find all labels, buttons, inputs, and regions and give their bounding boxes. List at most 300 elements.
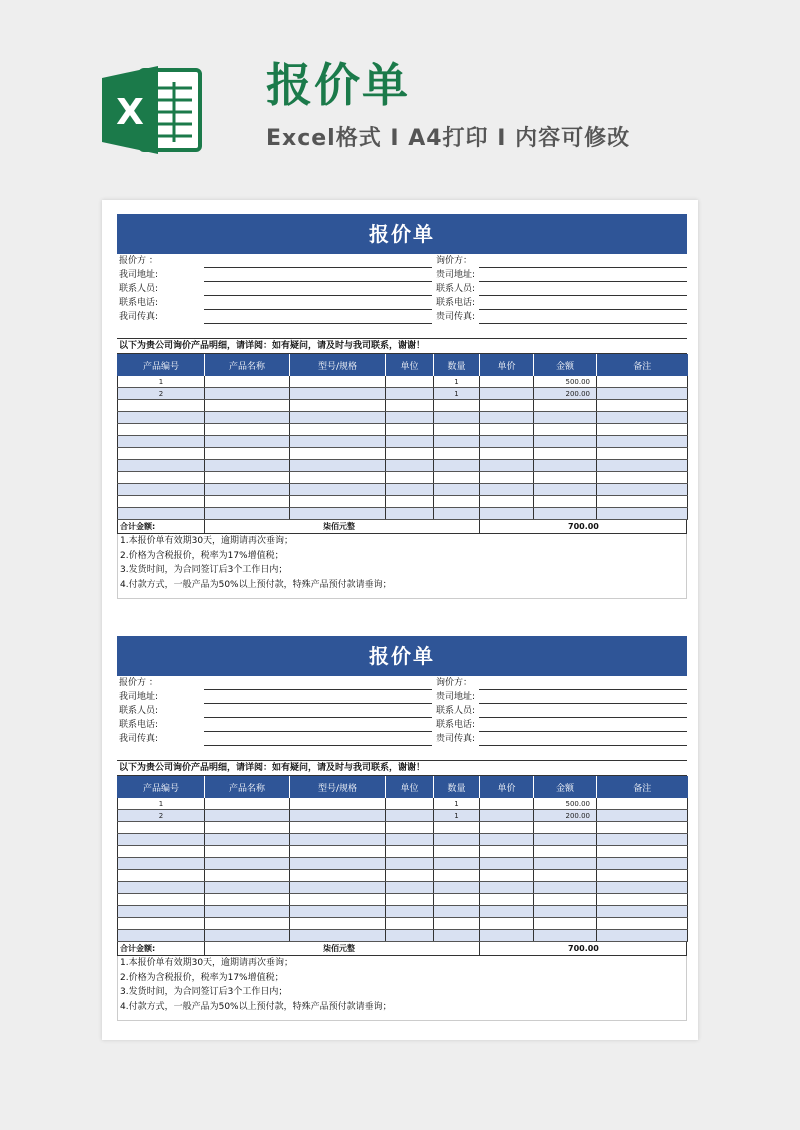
table-cell[interactable] <box>480 858 534 870</box>
table-cell[interactable] <box>434 894 480 906</box>
table-row <box>118 798 688 810</box>
table-cell[interactable] <box>290 822 386 834</box>
table-cell[interactable] <box>534 894 597 906</box>
table-cell[interactable] <box>290 858 386 870</box>
right-label: 贵司地址: <box>436 692 476 702</box>
table-cell[interactable] <box>205 822 290 834</box>
table-cell[interactable] <box>386 846 434 858</box>
table-cell[interactable] <box>290 810 386 822</box>
right-label: 联系电话: <box>436 720 476 730</box>
info-row <box>117 718 687 732</box>
table-cell[interactable] <box>118 496 205 508</box>
right-label: 联系电话: <box>436 298 476 308</box>
table-cell[interactable] <box>290 846 386 858</box>
table-row <box>118 858 688 870</box>
table-cell[interactable] <box>205 400 290 412</box>
page-header <box>0 0 800 195</box>
table-row <box>118 834 688 846</box>
table-cell[interactable] <box>386 894 434 906</box>
table-cell[interactable] <box>480 412 534 424</box>
table-row <box>118 472 688 484</box>
table-cell[interactable] <box>205 460 290 472</box>
table-cell[interactable] <box>434 858 480 870</box>
terms-block <box>117 956 687 1021</box>
column-header: 产品编号 <box>118 776 205 798</box>
table-row <box>118 882 688 894</box>
table-cell[interactable] <box>480 810 534 822</box>
table-cell[interactable] <box>434 930 480 942</box>
table-cell[interactable] <box>597 424 688 436</box>
column-header: 数量 <box>434 776 480 798</box>
left-label: 联系电话: <box>119 298 159 308</box>
table-cell[interactable] <box>434 424 480 436</box>
table-cell[interactable] <box>386 858 434 870</box>
table-cell[interactable] <box>386 822 434 834</box>
table-cell[interactable] <box>290 376 386 388</box>
table-cell[interactable] <box>205 930 290 942</box>
table-cell[interactable] <box>597 930 688 942</box>
table-cell[interactable] <box>290 496 386 508</box>
table-cell[interactable] <box>480 472 534 484</box>
left-label: 报价方 ： <box>119 256 158 266</box>
left-label: 联系电话: <box>119 720 159 730</box>
table-cell[interactable] <box>434 508 480 520</box>
table-cell[interactable] <box>480 834 534 846</box>
right-label: 贵司传真: <box>436 734 476 744</box>
table-cell[interactable] <box>290 472 386 484</box>
table-cell[interactable] <box>205 810 290 822</box>
table-cell[interactable] <box>480 400 534 412</box>
table-row <box>118 424 688 436</box>
table-cell[interactable] <box>534 484 597 496</box>
left-label: 联系人员: <box>119 284 159 294</box>
info-row <box>117 254 687 268</box>
table-cell[interactable] <box>434 472 480 484</box>
column-header: 产品名称 <box>205 776 290 798</box>
table-cell[interactable] <box>118 858 205 870</box>
right-label: 联系人员: <box>436 284 476 294</box>
table-cell[interactable] <box>205 508 290 520</box>
table-cell[interactable] <box>118 508 205 520</box>
table-cell[interactable] <box>480 822 534 834</box>
table-cell[interactable] <box>480 496 534 508</box>
table-cell[interactable] <box>534 918 597 930</box>
right-label: 询价方： <box>436 256 473 266</box>
table-cell[interactable] <box>118 870 205 882</box>
table-cell[interactable] <box>386 882 434 894</box>
table-cell[interactable]: 2 <box>118 388 205 400</box>
term-item: 1.本报价单有效期30天，逾期请再次垂询； <box>120 536 294 546</box>
column-header: 数量 <box>434 354 480 376</box>
sheet-title: 报价单 <box>117 214 687 254</box>
column-header: 产品编号 <box>118 354 205 376</box>
term-item: 3.发货时间，为合同签订后3个工作日内； <box>120 565 288 575</box>
right-label: 贵司地址: <box>436 270 476 280</box>
table-cell[interactable] <box>534 882 597 894</box>
left-label: 我司地址: <box>119 270 159 280</box>
info-row <box>117 676 687 690</box>
product-table <box>117 354 688 520</box>
table-cell[interactable] <box>534 906 597 918</box>
table-cell[interactable] <box>118 822 205 834</box>
table-cell[interactable] <box>205 484 290 496</box>
table-cell[interactable] <box>534 460 597 472</box>
table-cell[interactable]: 1 <box>118 376 205 388</box>
table-cell[interactable] <box>386 388 434 400</box>
table-cell[interactable] <box>480 882 534 894</box>
table-cell[interactable] <box>118 918 205 930</box>
term-item: 4.付款方式，一般产品为50%以上预付款，特殊产品预付款请垂询； <box>120 1001 392 1012</box>
table-cell[interactable] <box>118 448 205 460</box>
table-cell[interactable]: 200.00 <box>534 810 597 822</box>
left-label: 我司传真: <box>119 312 159 322</box>
table-cell[interactable] <box>290 400 386 412</box>
column-header: 型号/规格 <box>290 354 386 376</box>
document-paper <box>102 200 698 1040</box>
table-cell[interactable] <box>118 846 205 858</box>
table-cell[interactable] <box>290 448 386 460</box>
table-row <box>118 810 688 822</box>
page-subtitle: Excel格式 I A4打印 I 内容可修改 <box>266 126 631 151</box>
table-cell[interactable] <box>205 918 290 930</box>
table-cell[interactable] <box>534 930 597 942</box>
table-cell[interactable] <box>205 424 290 436</box>
table-cell[interactable] <box>205 798 290 810</box>
table-cell[interactable] <box>386 930 434 942</box>
table-cell[interactable] <box>480 448 534 460</box>
table-cell[interactable]: 1 <box>434 388 480 400</box>
table-cell[interactable] <box>118 400 205 412</box>
column-header: 单位 <box>386 776 434 798</box>
table-cell[interactable] <box>205 906 290 918</box>
table-cell[interactable] <box>534 870 597 882</box>
table-cell[interactable] <box>290 882 386 894</box>
table-cell[interactable] <box>534 424 597 436</box>
table-cell[interactable] <box>597 400 688 412</box>
table-cell[interactable] <box>434 846 480 858</box>
table-cell[interactable] <box>290 508 386 520</box>
table-cell[interactable] <box>205 882 290 894</box>
info-row <box>117 282 687 296</box>
table-cell[interactable] <box>205 894 290 906</box>
table-cell[interactable] <box>434 822 480 834</box>
table-cell[interactable]: 500.00 <box>534 376 597 388</box>
info-row <box>117 310 687 324</box>
table-cell[interactable] <box>480 870 534 882</box>
table-cell[interactable] <box>534 448 597 460</box>
table-cell[interactable] <box>597 448 688 460</box>
table-row <box>118 930 688 942</box>
table-cell[interactable] <box>386 834 434 846</box>
table-cell[interactable] <box>205 376 290 388</box>
table-row <box>118 388 688 400</box>
table-cell[interactable] <box>534 496 597 508</box>
table-cell[interactable] <box>597 834 688 846</box>
table-cell[interactable] <box>434 918 480 930</box>
table-cell[interactable] <box>597 906 688 918</box>
left-label: 我司地址: <box>119 692 159 702</box>
info-row <box>117 704 687 718</box>
table-header <box>118 776 688 798</box>
input-line[interactable] <box>204 323 432 324</box>
table-cell[interactable] <box>434 400 480 412</box>
table-cell[interactable] <box>290 918 386 930</box>
table-cell[interactable] <box>534 846 597 858</box>
table-cell[interactable] <box>386 810 434 822</box>
table-cell[interactable] <box>118 436 205 448</box>
left-label: 我司传真: <box>119 734 159 744</box>
table-cell[interactable] <box>534 508 597 520</box>
table-row <box>118 436 688 448</box>
table-cell[interactable] <box>434 496 480 508</box>
table-cell[interactable] <box>480 798 534 810</box>
product-table <box>117 776 688 942</box>
excel-icon <box>102 64 202 156</box>
table-cell[interactable] <box>205 436 290 448</box>
table-cell[interactable] <box>434 448 480 460</box>
total-words: 柒佰元整 <box>323 522 355 531</box>
table-cell[interactable] <box>597 388 688 400</box>
column-header: 金额 <box>534 776 597 798</box>
table-cell[interactable] <box>386 906 434 918</box>
table-cell[interactable] <box>118 484 205 496</box>
table-cell[interactable] <box>118 930 205 942</box>
table-cell[interactable] <box>386 448 434 460</box>
right-label: 联系人员: <box>436 706 476 716</box>
detail-note: 以下为贵公司询价产品明细，请详阅：如有疑问，请及时与我司联系，谢谢！ <box>117 760 687 776</box>
table-cell[interactable] <box>434 870 480 882</box>
column-header: 备注 <box>597 354 688 376</box>
table-row <box>118 906 688 918</box>
table-cell[interactable] <box>434 882 480 894</box>
table-cell[interactable] <box>290 424 386 436</box>
term-item: 2.价格为含税报价，税率为17%增值税； <box>120 550 284 561</box>
table-cell[interactable] <box>434 906 480 918</box>
table-cell[interactable] <box>386 484 434 496</box>
table-cell[interactable] <box>386 798 434 810</box>
table-cell[interactable] <box>597 822 688 834</box>
left-label: 报价方 ： <box>119 678 158 688</box>
table-cell[interactable] <box>205 846 290 858</box>
table-cell[interactable] <box>597 798 688 810</box>
table-cell[interactable] <box>480 376 534 388</box>
table-cell[interactable] <box>205 834 290 846</box>
table-cell[interactable] <box>386 376 434 388</box>
table-cell[interactable] <box>386 424 434 436</box>
column-header: 单价 <box>480 776 534 798</box>
table-cell[interactable] <box>290 798 386 810</box>
info-row <box>117 296 687 310</box>
term-item: 4.付款方式，一般产品为50%以上预付款，特殊产品预付款请垂询； <box>120 579 392 590</box>
table-cell[interactable] <box>386 460 434 472</box>
table-cell[interactable] <box>118 412 205 424</box>
table-row <box>118 484 688 496</box>
table-cell[interactable]: 2 <box>118 810 205 822</box>
contact-info <box>117 254 687 338</box>
table-row <box>118 918 688 930</box>
table-cell[interactable] <box>480 894 534 906</box>
quote-sheet <box>117 214 687 599</box>
table-cell[interactable] <box>480 906 534 918</box>
table-cell[interactable] <box>205 412 290 424</box>
table-cell[interactable] <box>597 870 688 882</box>
table-row <box>118 846 688 858</box>
table-cell[interactable] <box>597 858 688 870</box>
term-item: 3.发货时间，为合同签订后3个工作日内； <box>120 987 288 997</box>
column-header: 单位 <box>386 354 434 376</box>
info-row <box>117 268 687 282</box>
table-cell[interactable] <box>434 460 480 472</box>
term-item: 2.价格为含税报价，税率为17%增值税； <box>120 972 284 983</box>
table-cell[interactable]: 500.00 <box>534 798 597 810</box>
table-row <box>118 400 688 412</box>
table-row <box>118 822 688 834</box>
table-cell[interactable] <box>386 918 434 930</box>
table-cell[interactable] <box>597 894 688 906</box>
table-cell[interactable] <box>118 906 205 918</box>
info-row <box>117 732 687 746</box>
input-line[interactable] <box>479 745 687 746</box>
table-row <box>118 508 688 520</box>
table-cell[interactable] <box>480 918 534 930</box>
table-cell[interactable] <box>597 484 688 496</box>
sheet-title: 报价单 <box>117 636 687 676</box>
table-cell[interactable] <box>205 496 290 508</box>
table-cell[interactable] <box>290 412 386 424</box>
table-cell[interactable] <box>480 846 534 858</box>
table-cell[interactable] <box>386 472 434 484</box>
table-row <box>118 376 688 388</box>
table-cell[interactable] <box>480 930 534 942</box>
table-cell[interactable] <box>597 882 688 894</box>
table-cell[interactable] <box>480 508 534 520</box>
table-cell[interactable] <box>205 448 290 460</box>
table-cell[interactable] <box>597 376 688 388</box>
total-label: 合计金额: <box>120 944 156 953</box>
logo-letter: X <box>116 92 144 133</box>
table-cell[interactable] <box>597 846 688 858</box>
right-label: 贵司传真: <box>436 312 476 322</box>
table-cell[interactable] <box>597 460 688 472</box>
table-cell[interactable] <box>290 460 386 472</box>
table-cell[interactable] <box>290 870 386 882</box>
contact-info <box>117 676 687 760</box>
term-item: 1.本报价单有效期30天，逾期请再次垂询； <box>120 958 294 968</box>
table-cell[interactable] <box>534 436 597 448</box>
table-cell[interactable] <box>534 472 597 484</box>
input-line[interactable] <box>204 745 432 746</box>
table-row <box>118 460 688 472</box>
table-cell[interactable] <box>534 834 597 846</box>
table-cell[interactable]: 1 <box>118 798 205 810</box>
table-row <box>118 894 688 906</box>
table-row <box>118 412 688 424</box>
table-cell[interactable] <box>597 472 688 484</box>
table-row <box>118 448 688 460</box>
table-cell[interactable] <box>597 508 688 520</box>
total-row <box>117 942 687 956</box>
table-cell[interactable] <box>597 436 688 448</box>
page-title: 报价单 <box>266 58 410 112</box>
column-header: 产品名称 <box>205 354 290 376</box>
table-cell[interactable] <box>290 906 386 918</box>
table-cell[interactable] <box>205 858 290 870</box>
table-cell[interactable] <box>480 460 534 472</box>
table-cell[interactable] <box>290 436 386 448</box>
table-cell[interactable]: 1 <box>434 798 480 810</box>
table-row <box>118 870 688 882</box>
table-cell[interactable] <box>534 400 597 412</box>
total-words: 柒佰元整 <box>323 944 355 953</box>
table-header <box>118 354 688 376</box>
table-cell[interactable] <box>434 436 480 448</box>
table-cell[interactable] <box>386 436 434 448</box>
table-cell[interactable] <box>434 412 480 424</box>
total-value: 700.00 <box>568 522 599 531</box>
table-row <box>118 496 688 508</box>
table-cell[interactable] <box>480 424 534 436</box>
table-cell[interactable] <box>386 496 434 508</box>
info-row <box>117 690 687 704</box>
table-cell[interactable] <box>118 834 205 846</box>
table-cell[interactable] <box>534 858 597 870</box>
input-line[interactable] <box>479 323 687 324</box>
table-cell[interactable]: 1 <box>434 376 480 388</box>
table-cell[interactable] <box>480 484 534 496</box>
left-label: 联系人员: <box>119 706 159 716</box>
table-cell[interactable] <box>118 882 205 894</box>
table-cell[interactable] <box>118 472 205 484</box>
column-header: 备注 <box>597 776 688 798</box>
table-cell[interactable] <box>434 484 480 496</box>
table-cell[interactable] <box>386 400 434 412</box>
table-cell[interactable] <box>290 834 386 846</box>
table-cell[interactable] <box>434 834 480 846</box>
table-cell[interactable] <box>290 484 386 496</box>
table-cell[interactable]: 200.00 <box>534 388 597 400</box>
table-cell[interactable] <box>118 894 205 906</box>
table-cell[interactable] <box>386 870 434 882</box>
terms-block <box>117 534 687 599</box>
column-header: 型号/规格 <box>290 776 386 798</box>
table-cell[interactable]: 1 <box>434 810 480 822</box>
total-label: 合计金额: <box>120 522 156 531</box>
column-header: 金额 <box>534 354 597 376</box>
table-cell[interactable] <box>290 894 386 906</box>
table-cell[interactable] <box>118 460 205 472</box>
table-cell[interactable] <box>290 930 386 942</box>
table-cell[interactable] <box>597 496 688 508</box>
total-value: 700.00 <box>568 944 599 953</box>
table-cell[interactable] <box>205 870 290 882</box>
table-cell[interactable] <box>118 424 205 436</box>
table-cell[interactable] <box>386 412 434 424</box>
table-cell[interactable] <box>597 810 688 822</box>
table-cell[interactable] <box>386 508 434 520</box>
total-row <box>117 520 687 534</box>
quote-sheet <box>117 636 687 1021</box>
table-cell[interactable] <box>597 412 688 424</box>
table-cell[interactable] <box>480 388 534 400</box>
table-cell[interactable] <box>597 918 688 930</box>
table-cell[interactable] <box>534 822 597 834</box>
table-cell[interactable] <box>205 472 290 484</box>
table-cell[interactable] <box>290 388 386 400</box>
table-cell[interactable] <box>534 412 597 424</box>
table-cell[interactable] <box>480 436 534 448</box>
column-header: 单价 <box>480 354 534 376</box>
table-cell[interactable] <box>205 388 290 400</box>
